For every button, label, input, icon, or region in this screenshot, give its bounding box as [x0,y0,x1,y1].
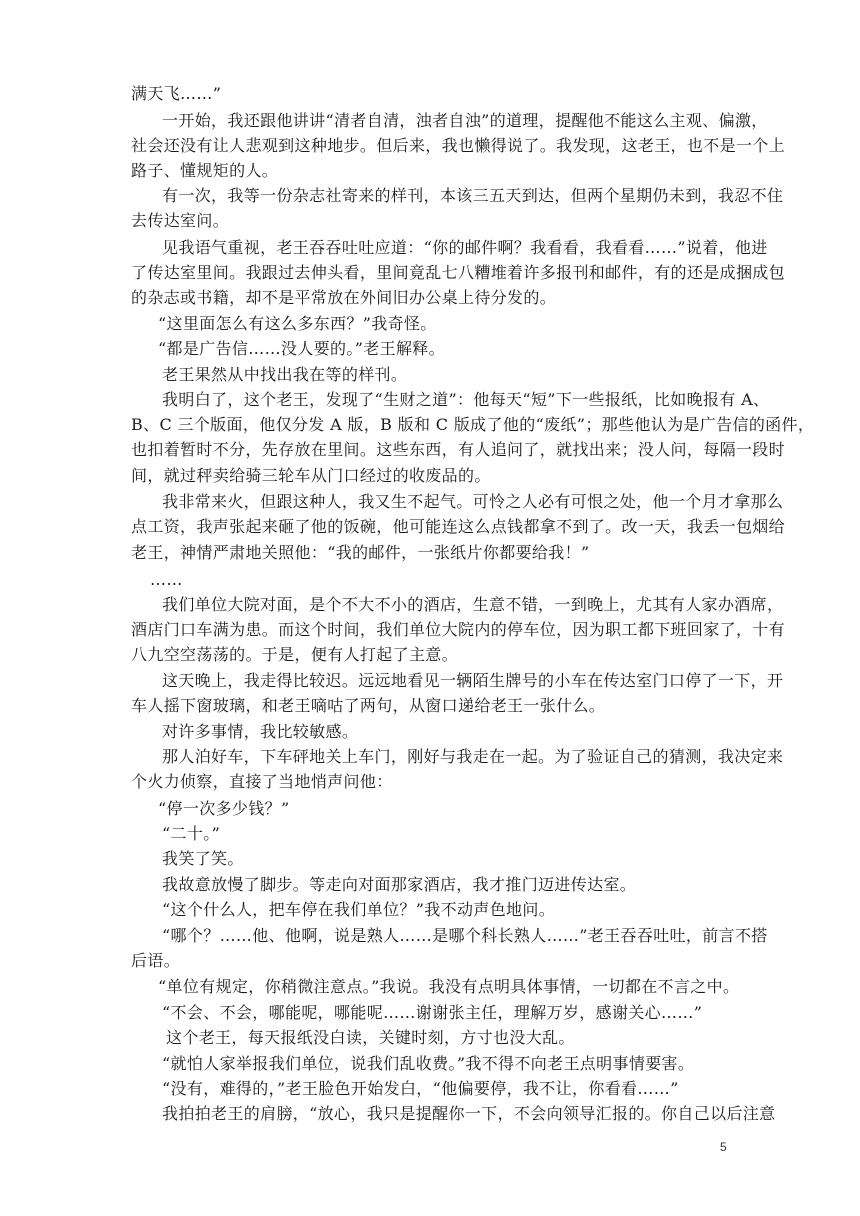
text-line: 一开始，我还跟他讲讲“清者自清，浊者自浊”的道理，提醒他不能这么主观、偏激， [162,111,768,130]
text-line: “这里面怎么有这么多东西？”我奇怪。 [158,314,437,333]
text-line: 点工资，我声张起来砸了他的饭碗，他可能连这么点钱都拿不到了。改一天，我丢一包烟给 [131,517,786,536]
text-line: “单位有规定，你稍微注意点。”我说。我没有点明具体事情，一切都在不言之中。 [158,977,740,996]
text-line: 酒店门口车满为患。而这个时间，我们单位大院内的停车位，因为职工都下班回家了，十有 [131,620,786,639]
text-line: “都是广告信……没人要的。”老王解释。 [158,339,446,358]
text-line: 社会还没有让人悲观到这种地步。但后来，我也懒得说了。我发现，这老王，也不是一个上 [131,136,786,155]
text-line: 也扣着暂时不分，先存放在里间。这些东西，有人追问了，就找出来；没人问，每隔一段时 [131,440,786,459]
text-line: “停一次多少钱？” [158,799,290,818]
text-line: 间，就过秤卖给骑三轮车从门口经过的收废品的。 [131,466,491,485]
text-line: 对许多事情，我比较敏感。 [162,722,359,741]
text-line: 老王，神情严肃地关照他：“我的邮件，一张纸片你都要给我！” [131,543,590,562]
text-line: “就怕人家举报我们单位，说我们乱收费。”我不得不向老王点明事情要害。 [162,1054,695,1073]
text-line: “没有，难得的，”老王脸色开始发白，“他偏要停，我不让，你看看……” [162,1079,679,1098]
text-line: 我故意放慢了脚步。等走向对面那家酒店，我才推门迈进传达室。 [162,875,637,894]
text-line: 那人泊好车，下车砰地关上车门，刚好与我走在一起。为了验证自己的猜测，我决定来 [162,747,784,766]
text-line: 后语。 [131,951,181,970]
text-line: 有一次，我等一份杂志社寄来的样刊，本该三五天到达，但两个星期仍未到，我忍不住 [162,186,784,205]
text-line: 车人摇下窗玻璃，和老王嘀咕了两句，从窗口递给老王一张什么。 [131,696,606,715]
text-line: “二十。” [162,824,221,843]
text-line: …… [150,570,183,589]
text-line: 满天飞……” [131,84,222,103]
text-line: 个火力侦察，直接了当地悄声问他： [131,772,393,791]
text-line: 的杂志或书籍，却不是平常放在外间旧办公桌上待分发的。 [131,288,557,307]
text-line: 我明白了，这个老王，发现了“生财之道”：他每天“短”下一些报纸，比如晚报有 A、 [162,390,770,409]
text-line: 我们单位大院对面，是个不大不小的酒店，生意不错，一到晚上，尤其有人家办酒席， [162,595,784,614]
text-line: B、C 三个版面，他仅分发 A 版，B 版和 C 版成了他的“废纸”；那些他认为是广告信的函件， [131,415,815,434]
text-line: 八九空空荡荡的。于是，便有人打起了主意。 [131,645,459,664]
text-line: 了传达室里间。我跟过去伸头看，里间竟乱七八糟堆着许多报刊和邮件，有的还是成捆成包 [131,263,786,282]
page-number: 5 [720,1140,727,1154]
text-line: 我笑了笑。 [162,849,244,868]
text-line: “哪个？……他、他啊，说是熟人……是哪个科长熟人……”老王吞吞吐吐，前言不搭 [162,926,768,945]
text-line: “这个什么人，把车停在我们单位？”我不动声色地问。 [162,900,556,919]
text-line: 路子、懂规矩的人。 [131,161,279,180]
text-line: 去传达室问。 [131,211,230,230]
text-line: 老王果然从中找出我在等的样刊。 [162,365,408,384]
text-line: “不会、不会，哪能呢，哪能呢……谢谢张主任，理解万岁，感谢关心……” [162,1003,703,1022]
text-line: 这天晚上，我走得比较迟。远远地看见一辆陌生牌号的小车在传达室门口停了一下，开 [162,671,784,690]
text-line: 我非常来火，但跟这种人，我又生不起气。可怜之人必有可恨之处，他一个月才拿那么 [162,492,784,511]
text-line: 这个老王，每天报纸没白读，关键时刻，方寸也没大乱。 [166,1028,575,1047]
text-line: 见我语气重视，老王吞吞吐吐应道：“你的邮件啊？我看看，我看看……”说着，他进 [162,238,768,257]
text-line: 我拍拍老王的肩膀，“放心，我只是提醒你一下，不会向领导汇报的。你自己以后注意 [162,1104,776,1123]
